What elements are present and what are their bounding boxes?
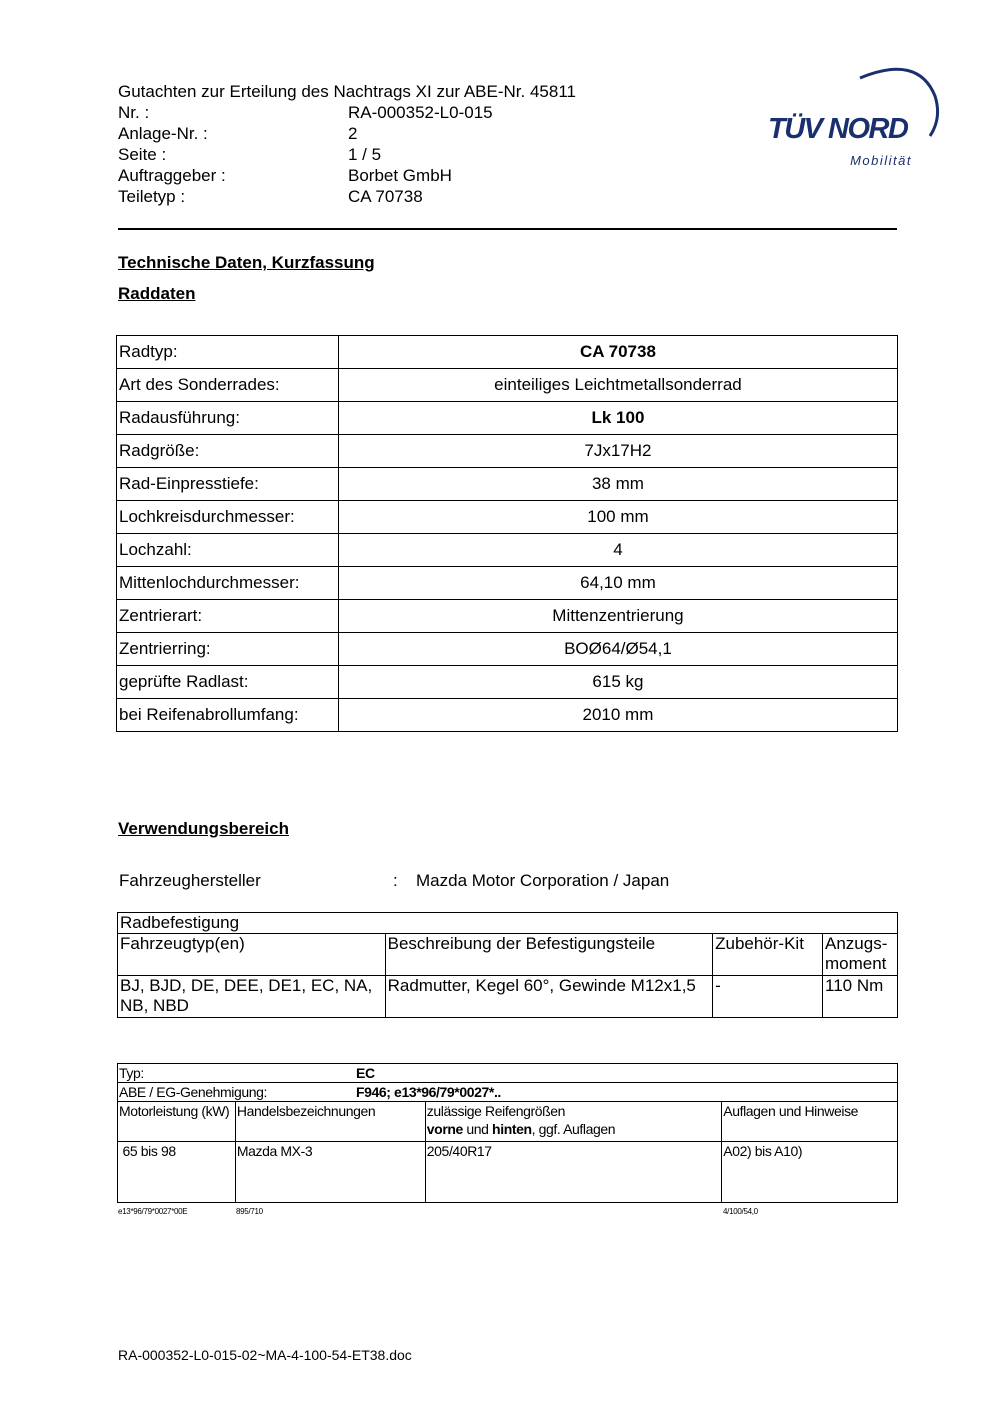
wheel-data-row: [117, 633, 898, 666]
mounting-table: [117, 912, 898, 1018]
wheel-data-row: [117, 699, 898, 732]
mounting-cell: 110 Nm: [823, 976, 898, 1018]
mounting-header: Zubehör-Kit: [713, 934, 823, 976]
header-label: Seite :: [118, 145, 167, 164]
cell-power: 65 bis 98: [118, 1142, 236, 1203]
section-technical: Technische Daten, Kurzfassung: [118, 253, 375, 272]
header-tyres-rear: hinten: [492, 1121, 532, 1137]
section-usage: Verwendungsbereich: [118, 819, 289, 838]
mounting-header: Beschreibung der Befestigungsteile: [385, 934, 712, 976]
wheel-data-label: Radtyp:: [117, 336, 339, 369]
wheel-data-label: Mittenlochdurchmesser:: [117, 567, 339, 600]
section-wheel-data: Raddaten: [118, 284, 196, 303]
header-label: Teiletyp :: [118, 187, 186, 206]
wheel-data-row: [117, 369, 898, 402]
header-label: Anlage-Nr. :: [118, 124, 208, 143]
mounting-cell: Radmutter, Kegel 60°, Gewinde M12x1,5: [385, 976, 712, 1018]
footer-filename: RA-000352-L0-015-02~MA-4-100-54-ET38.doc: [118, 1347, 412, 1363]
header-value: RA-000352-L0-015: [348, 103, 493, 122]
wheel-data-value: BOØ64/Ø54,1: [338, 633, 897, 666]
wheel-data-label: geprüfte Radlast:: [117, 666, 339, 699]
header-value: Borbet GmbH: [348, 166, 452, 185]
abe-row: [118, 1083, 898, 1102]
wheel-data-value: 4: [338, 534, 897, 567]
header-notes: Auflagen und Hinweise: [722, 1102, 898, 1142]
type-approval-table: [117, 1063, 898, 1203]
wheel-data-row: [117, 435, 898, 468]
header-value: 2: [348, 124, 358, 143]
mounting-cell: -: [713, 976, 823, 1018]
header-label: Nr. :: [118, 103, 150, 122]
header-value: 1 / 5: [348, 145, 382, 164]
wheel-data-label: Radausführung:: [117, 402, 339, 435]
wheel-data-body: [117, 336, 898, 732]
header-power: Motorleistung (kW): [118, 1102, 236, 1142]
mounting-header-row: [118, 934, 898, 976]
wheel-data-value: einteiliges Leichtmetallsonderrad: [338, 369, 897, 402]
wheel-data-value: Lk 100: [338, 402, 897, 435]
header-tyres-front: vorne: [426, 1121, 463, 1137]
header-tyres-rest: , ggf. Auflagen: [531, 1121, 616, 1137]
wheel-data-label: Lochkreisdurchmesser:: [117, 501, 339, 534]
wheel-data-value: 615 kg: [338, 666, 897, 699]
mounting-title: Radbefestigung: [118, 913, 898, 934]
manufacturer-label: Fahrzeughersteller: [119, 871, 261, 890]
wheel-data-value: 38 mm: [338, 468, 897, 501]
wheel-data-row: [117, 666, 898, 699]
document-title: Gutachten zur Erteilung des Nachtrags XI zur ABE-Nr. 45811: [118, 82, 576, 101]
footnote-code: 895/710: [236, 1207, 263, 1216]
footnote-bolt: 4/100/54,0: [723, 1207, 758, 1216]
header-tyres-line1: zulässige Reifengrößen: [426, 1103, 566, 1119]
cell-notes: A02) bis A10): [722, 1142, 898, 1203]
manufacturer-separator: :: [393, 871, 398, 890]
wheel-data-row: [117, 501, 898, 534]
wheel-data-value: 64,10 mm: [338, 567, 897, 600]
header-value: CA 70738: [348, 187, 423, 206]
wheel-data-row: [117, 567, 898, 600]
wheel-data-row: [117, 336, 898, 369]
wheel-data-row: [117, 534, 898, 567]
header-divider: [118, 228, 897, 230]
mounting-data-row: [118, 976, 898, 1018]
wheel-data-value: 2010 mm: [338, 699, 897, 732]
typ-header-row: [118, 1102, 898, 1142]
typ-data-row: [118, 1142, 898, 1203]
logo-brand: TÜV NORD: [768, 113, 908, 145]
wheel-data-table: [116, 335, 898, 732]
mounting-header: Fahrzeugtyp(en): [118, 934, 386, 976]
abe-label: ABE / EG-Genehmigung:: [119, 1084, 268, 1100]
cell-tyres: 205/40R17: [425, 1142, 721, 1203]
wheel-data-value: 100 mm: [338, 501, 897, 534]
wheel-data-row: [117, 600, 898, 633]
abe-value: F946; e13*96/79*0027*..: [356, 1084, 501, 1100]
typ-label: Typ:: [119, 1065, 144, 1081]
wheel-data-label: Zentrierring:: [117, 633, 339, 666]
wheel-data-row: [117, 402, 898, 435]
mounting-cell: BJ, BJD, DE, DEE, DE1, EC, NA, NB, NBD: [118, 976, 386, 1018]
mounting-title-row: [118, 913, 898, 934]
wheel-data-label: bei Reifenabrollumfang:: [117, 699, 339, 732]
mounting-header: Anzugs-moment: [823, 934, 898, 976]
tuv-nord-logo: [760, 58, 945, 173]
manufacturer-value: Mazda Motor Corporation / Japan: [416, 871, 670, 890]
header-label: Auftraggeber :: [118, 166, 226, 185]
header-trade-names: Handelsbezeichnungen: [235, 1102, 425, 1142]
wheel-data-label: Radgröße:: [117, 435, 339, 468]
header-tyres-and: und: [462, 1121, 493, 1137]
logo-arc-icon: [760, 58, 945, 173]
wheel-data-value: Mittenzentrierung: [338, 600, 897, 633]
wheel-data-value: 7Jx17H2: [338, 435, 897, 468]
wheel-data-label: Rad-Einpresstiefe:: [117, 468, 339, 501]
typ-value: EC: [356, 1065, 375, 1081]
wheel-data-value: CA 70738: [338, 336, 897, 369]
footnote-approval: e13*96/79*0027*00E: [118, 1207, 188, 1216]
wheel-data-label: Zentrierart:: [117, 600, 339, 633]
typ-row: [118, 1064, 898, 1083]
header-tyres-line2: [427, 1120, 720, 1138]
header-tyres: [425, 1102, 721, 1142]
wheel-data-label: Lochzahl:: [117, 534, 339, 567]
wheel-data-label: Art des Sonderrades:: [117, 369, 339, 402]
logo-subtitle: Mobilität: [850, 153, 912, 168]
cell-trade-name: Mazda MX-3: [235, 1142, 425, 1203]
wheel-data-row: [117, 468, 898, 501]
